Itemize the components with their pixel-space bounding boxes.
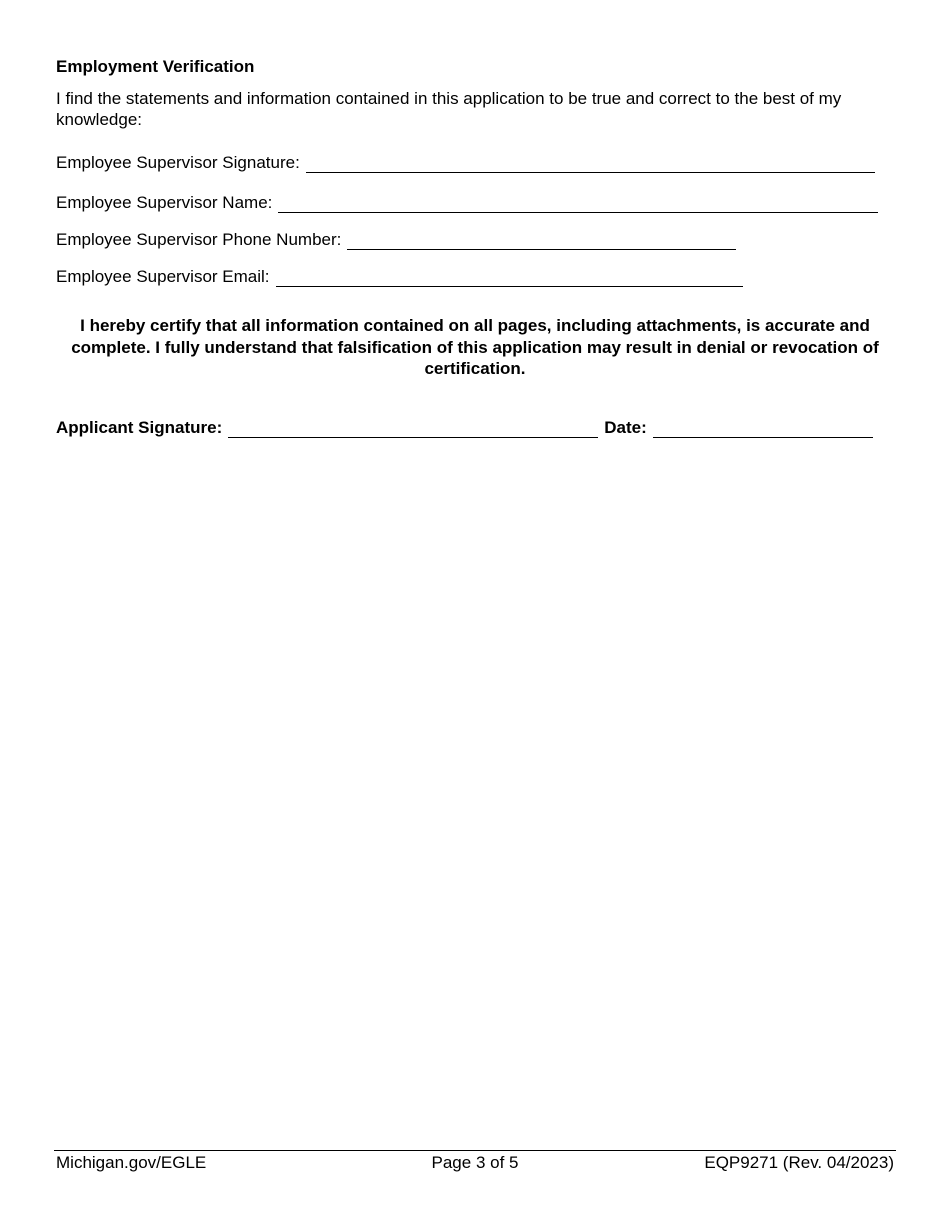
applicant-signature-label: Applicant Signature: <box>56 418 223 437</box>
supervisor-signature-field[interactable] <box>306 154 875 173</box>
footer-page-number: Page 3 of 5 <box>431 1153 519 1172</box>
supervisor-signature-row <box>56 151 875 173</box>
section-heading: Employment Verification <box>56 57 255 76</box>
date-label: Date: <box>604 418 647 437</box>
applicant-signature-row <box>56 416 894 438</box>
supervisor-name-row <box>56 191 878 213</box>
supervisor-name-label: Employee Supervisor Name: <box>56 193 273 212</box>
date-field[interactable] <box>653 419 873 438</box>
supervisor-phone-field[interactable] <box>347 231 736 250</box>
supervisor-email-row <box>56 265 743 287</box>
supervisor-name-field[interactable] <box>278 194 878 213</box>
supervisor-signature-label: Employee Supervisor Signature: <box>56 153 300 172</box>
page-footer <box>56 1153 894 1175</box>
intro-text: I find the statements and information contained in this application to be true and correct to the best of my knowledge: <box>56 89 842 129</box>
footer-website: Michigan.gov/EGLE <box>56 1153 207 1172</box>
supervisor-phone-row <box>56 228 736 250</box>
footer-form-id: EQP9271 (Rev. 04/2023) <box>704 1153 894 1172</box>
supervisor-email-label: Employee Supervisor Email: <box>56 267 270 286</box>
supervisor-phone-label: Employee Supervisor Phone Number: <box>56 230 342 249</box>
footer-divider <box>54 1150 896 1151</box>
supervisor-email-field[interactable] <box>276 268 743 287</box>
applicant-signature-field[interactable] <box>228 419 598 438</box>
certification-statement: I hereby certify that all information contained on all pages, including attachments, is accurate and complete. I fully understand that falsification of this application may result in denial or revocation of certification. <box>71 316 879 378</box>
